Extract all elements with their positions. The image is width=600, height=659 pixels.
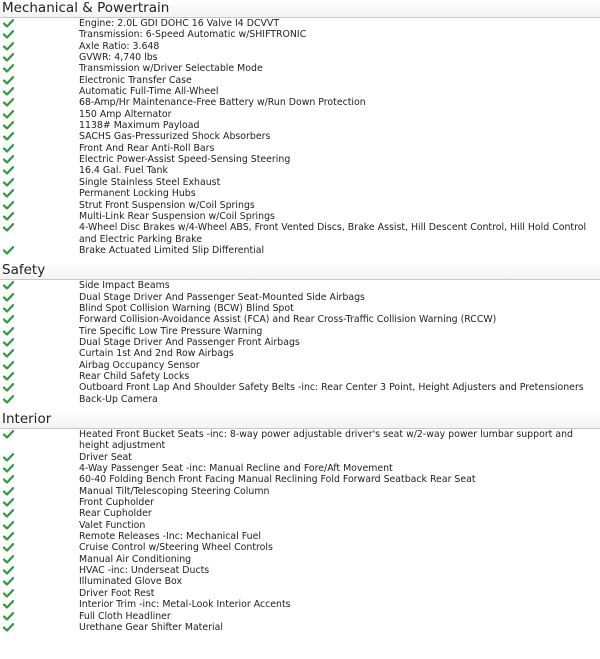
feature-text: Airbag Occupancy Sensor (79, 359, 200, 371)
checkmark-icon (3, 338, 14, 347)
feature-text: GVWR: 4,740 lbs (79, 52, 158, 64)
feature-text: Engine: 2.0L GDI DOHC 16 Valve I4 DCVVT (79, 18, 280, 29)
checkmark-icon (3, 19, 14, 28)
checkmark-icon (3, 395, 14, 404)
list-item (0, 188, 600, 199)
checkmark-icon (3, 155, 14, 164)
feature-text: Remote Releases -Inc: Mechanical Fuel (79, 531, 261, 543)
checkmark-icon (3, 577, 14, 586)
feature-text: Cruise Control w/Steering Wheel Controls (79, 542, 273, 554)
feature-text: 1138# Maximum Payload (79, 120, 200, 132)
feature-text: Single Stainless Steel Exhaust (79, 176, 221, 188)
feature-text: Rear Cupholder (79, 508, 152, 520)
feature-text: Forward Collision-Avoidance Assist (FCA) and Rear Cross-Traffic Collision Warning (RCCW) (79, 314, 497, 326)
checkmark-icon (3, 110, 14, 119)
checkmark-icon (3, 532, 14, 541)
checkmark-icon (3, 555, 14, 564)
list-item (0, 314, 600, 325)
list-item (0, 131, 600, 142)
checkmark-icon (3, 246, 14, 255)
feature-text: Manual Tilt/Telescoping Steering Column (79, 485, 270, 497)
list-item (0, 120, 600, 131)
list-item (0, 474, 600, 485)
feature-text: Blind Spot Collision Warning (BCW) Blind Spot (79, 302, 294, 314)
feature-text: Interior Trim -inc: Metal-Look Interior Accents (79, 599, 291, 611)
feature-text: Manual Air Conditioning (79, 553, 192, 565)
feature-text: HVAC -inc: Underseat Ducts (79, 565, 210, 577)
feature-text: Brake Actuated Limited Slip Differential (79, 244, 265, 256)
checkmark-icon (3, 487, 14, 496)
list-item (0, 554, 600, 565)
checkmark-icon (3, 498, 14, 507)
list-item (0, 245, 600, 256)
list-item (0, 52, 600, 63)
list-item (0, 280, 600, 291)
list-item (0, 97, 600, 108)
feature-text: 16.4 Gal. Fuel Tank (79, 165, 168, 177)
checkmark-icon (3, 42, 14, 51)
list-item (0, 154, 600, 165)
feature-text: 150 Amp Alternator (79, 108, 172, 120)
feature-text: Strut Front Suspension w/Coil Springs (79, 199, 255, 211)
feature-text: Electric Power-Assist Speed-Sensing Steering (79, 154, 291, 166)
list-item (0, 382, 600, 393)
checkmark-icon (3, 315, 14, 324)
checkmark-icon (3, 509, 14, 518)
section-mechanical-powertrain (0, 0, 600, 256)
checkmark-icon (3, 293, 14, 302)
list-item (0, 508, 600, 519)
feature-text: Axle Ratio: 3.648 (79, 40, 160, 52)
feature-text: Curtain 1st And 2nd Row Airbags (79, 348, 234, 360)
list-item (0, 576, 600, 587)
checkmark-icon (3, 349, 14, 358)
checkmark-icon (3, 201, 14, 210)
list-item (0, 18, 600, 29)
checkmark-icon (3, 566, 14, 575)
list-item (0, 177, 600, 188)
list-item (0, 542, 600, 553)
list-item (0, 588, 600, 599)
checkmark-icon (3, 212, 14, 221)
checkmark-icon (3, 543, 14, 552)
list-item (0, 165, 600, 176)
checkmark-icon (3, 327, 14, 336)
list-item (0, 211, 600, 222)
checkmark-icon (3, 430, 14, 439)
feature-text: Multi-Link Rear Suspension w/Coil Springs (79, 210, 275, 222)
feature-text: Driver Foot Rest (79, 587, 155, 599)
feature-text: Front Cupholder (79, 497, 154, 509)
list-item (0, 622, 600, 633)
checkmark-icon (3, 372, 14, 381)
feature-text: Urethane Gear Shifter Material (79, 621, 223, 633)
feature-text: Rear Child Safety Locks (79, 370, 190, 382)
list-item (0, 326, 600, 337)
list-item (0, 599, 600, 610)
list-item (0, 109, 600, 120)
checkmark-icon (3, 76, 14, 85)
section-title: Interior (0, 411, 600, 429)
checkmark-icon (3, 612, 14, 621)
list-item (0, 86, 600, 97)
feature-text: Heated Front Bucket Seats -inc: 8-way power adjustable driver's seat w/2-way power lumbar support and height adjustment (79, 429, 573, 452)
list-item (0, 303, 600, 314)
list-item (0, 292, 600, 303)
feature-items (0, 429, 600, 633)
feature-text: Driver Seat (79, 451, 132, 463)
checkmark-icon (3, 623, 14, 632)
checkmark-icon (3, 53, 14, 62)
checkmark-icon (3, 189, 14, 198)
checkmark-icon (3, 30, 14, 39)
feature-text: Transmission: 6-Speed Automatic w/SHIFTRONIC (79, 29, 307, 41)
feature-text: Tire Specific Low Tire Pressure Warning (79, 325, 263, 337)
section-title: Mechanical & Powertrain (0, 0, 600, 18)
list-item (0, 222, 600, 245)
feature-text: Permanent Locking Hubs (79, 188, 196, 200)
list-item (0, 429, 600, 452)
feature-text: SACHS Gas-Pressurized Shock Absorbers (79, 131, 271, 143)
checkmark-icon (3, 521, 14, 530)
section-interior (0, 405, 600, 633)
checkmark-icon (3, 464, 14, 473)
feature-text: Outboard Front Lap And Shoulder Safety Belts -inc: Rear Center 3 Point, Height Adjusters and Pretensioners (79, 382, 584, 394)
section-safety (0, 256, 600, 405)
list-item (0, 337, 600, 348)
checkmark-icon (3, 98, 14, 107)
feature-text: Full Cloth Headliner (79, 610, 171, 622)
feature-text: Transmission w/Driver Selectable Mode (79, 63, 263, 75)
list-item (0, 463, 600, 474)
list-item (0, 531, 600, 542)
checkmark-icon (3, 178, 14, 187)
checkmark-icon (3, 304, 14, 313)
checkmark-icon (3, 453, 14, 462)
list-item (0, 611, 600, 622)
checkmark-icon (3, 589, 14, 598)
list-item (0, 565, 600, 576)
section-title: Safety (0, 262, 600, 280)
feature-text: Back-Up Camera (79, 393, 158, 405)
checkmark-icon (3, 281, 14, 290)
list-item (0, 452, 600, 463)
list-item (0, 63, 600, 74)
feature-text: Side Impact Beams (79, 280, 170, 292)
list-item (0, 143, 600, 154)
feature-items (0, 18, 600, 256)
feature-text: Front And Rear Anti-Roll Bars (79, 142, 215, 154)
checkmark-icon (3, 166, 14, 175)
checkmark-icon (3, 600, 14, 609)
feature-text: Dual Stage Driver And Passenger Front Airbags (79, 336, 300, 348)
list-item (0, 360, 600, 371)
feature-text: 60-40 Folding Bench Front Facing Manual Reclining Fold Forward Seatback Rear Seat (79, 474, 476, 486)
checkmark-icon (3, 132, 14, 141)
list-item (0, 486, 600, 497)
list-item (0, 348, 600, 359)
checkmark-icon (3, 121, 14, 130)
list-item (0, 75, 600, 86)
feature-text: 68-Amp/Hr Maintenance-Free Battery w/Run Down Protection (79, 97, 366, 109)
feature-text: Valet Function (79, 519, 146, 531)
checkmark-icon (3, 144, 14, 153)
feature-text: Electronic Transfer Case (79, 74, 192, 86)
feature-text: 4-Way Passenger Seat -inc: Manual Recline and Fore/Aft Movement (79, 463, 393, 475)
feature-text: Automatic Full-Time All-Wheel (79, 86, 219, 98)
checkmark-icon (3, 223, 14, 232)
feature-items (0, 280, 600, 405)
feature-text: 4-Wheel Disc Brakes w/4-Wheel ABS, Front Vented Discs, Brake Assist, Hill Descent Control, Hill Hold Control and Electric Parking Brake (79, 222, 587, 245)
list-item (0, 394, 600, 405)
checkmark-icon (3, 383, 14, 392)
feature-text: Dual Stage Driver And Passenger Seat-Mounted Side Airbags (79, 291, 365, 303)
list-item (0, 41, 600, 52)
checkmark-icon (3, 475, 14, 484)
list-item (0, 200, 600, 211)
list-item (0, 29, 600, 40)
feature-text: Illuminated Glove Box (79, 576, 183, 588)
list-item (0, 371, 600, 382)
list-item (0, 520, 600, 531)
checkmark-icon (3, 361, 14, 370)
list-item (0, 497, 600, 508)
checkmark-icon (3, 87, 14, 96)
checkmark-icon (3, 64, 14, 73)
